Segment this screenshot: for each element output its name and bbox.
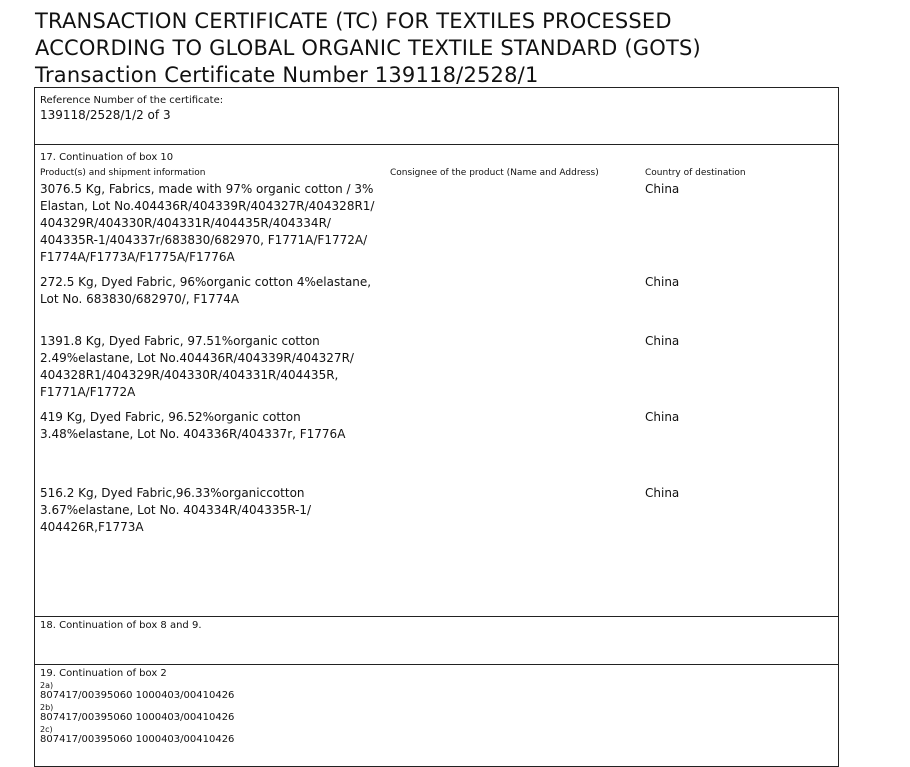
product-line: 404335R-1/404337r/683830/682970, F1771A/F1772A/ bbox=[40, 233, 368, 247]
entry-value: 807417/00395060 1000403/00410426 bbox=[40, 712, 235, 723]
product-item-5 bbox=[40, 485, 311, 536]
box17-title: 17. Continuation of box 10 bbox=[40, 152, 174, 163]
col-consignee-header: Consignee of the product (Name and Address) bbox=[390, 168, 599, 178]
entry-tag: 2c) bbox=[40, 725, 53, 734]
entry-tag: 2b) bbox=[40, 703, 54, 712]
header-title-line-1: TRANSACTION CERTIFICATE (TC) FOR TEXTILES PROCESSED bbox=[35, 9, 672, 33]
country-item-4: China bbox=[645, 410, 680, 424]
product-line: 272.5 Kg, Dyed Fabric, 96%organic cotton 4%elastane, bbox=[40, 275, 372, 289]
country-item-2: China bbox=[645, 275, 680, 289]
document-header bbox=[35, 8, 701, 89]
product-line: 404329R/404330R/404331R/404435R/404334R/ bbox=[40, 216, 331, 230]
product-line: 404328R1/404329R/404330R/404331R/404435R, bbox=[40, 368, 339, 382]
reference-value: 139118/2528/1/2 of 3 bbox=[40, 108, 171, 122]
entry-tag: 2a) bbox=[40, 681, 54, 690]
box19-entries bbox=[40, 682, 234, 745]
product-line: F1771A/F1772A bbox=[40, 385, 136, 399]
country-item-1: China bbox=[645, 182, 680, 196]
divider-box18 bbox=[35, 664, 838, 665]
box19-title: 19. Continuation of box 2 bbox=[40, 668, 167, 679]
divider-box17 bbox=[35, 616, 838, 617]
product-line: Elastan, Lot No.404436R/404339R/404327R/404328R1/ bbox=[40, 199, 375, 213]
entry-value: 807417/00395060 1000403/00410426 bbox=[40, 734, 235, 745]
col-country-header: Country of destination bbox=[645, 168, 746, 178]
product-line: 1391.8 Kg, Dyed Fabric, 97.51%organic cotton bbox=[40, 334, 320, 348]
product-line: Lot No. 683830/682970/, F1774A bbox=[40, 292, 240, 306]
product-line: 419 Kg, Dyed Fabric, 96.52%organic cotton bbox=[40, 410, 301, 424]
product-line: F1774A/F1773A/F1775A/F1776A bbox=[40, 250, 235, 264]
box18-title: 18. Continuation of box 8 and 9. bbox=[40, 620, 202, 631]
product-line: 404426R,F1773A bbox=[40, 520, 144, 534]
product-line: 3.48%elastane, Lot No. 404336R/404337r, F1776A bbox=[40, 427, 346, 441]
reference-label: Reference Number of the certificate: bbox=[40, 95, 224, 106]
country-item-5: China bbox=[645, 486, 680, 500]
product-item-3 bbox=[40, 333, 354, 401]
product-item-2 bbox=[40, 274, 371, 308]
product-item-1 bbox=[40, 181, 374, 266]
country-item-3: China bbox=[645, 334, 680, 348]
certificate-number-title: Transaction Certificate Number 139118/2528/1 bbox=[35, 63, 539, 87]
col-products-header: Product(s) and shipment information bbox=[40, 168, 206, 178]
entry-value: 807417/00395060 1000403/00410426 bbox=[40, 690, 235, 701]
product-line: 3076.5 Kg, Fabrics, made with 97% organic cotton / 3% bbox=[40, 182, 374, 196]
product-item-4 bbox=[40, 409, 345, 443]
product-line: 516.2 Kg, Dyed Fabric,96.33%organiccotton bbox=[40, 486, 305, 500]
header-title-line-2: ACCORDING TO GLOBAL ORGANIC TEXTILE STANDARD (GOTS) bbox=[35, 36, 701, 60]
certificate-frame bbox=[34, 87, 839, 767]
product-line: 3.67%elastane, Lot No. 404334R/404335R-1/ bbox=[40, 503, 312, 517]
divider-reference bbox=[35, 144, 838, 145]
product-line: 2.49%elastane, Lot No.404436R/404339R/404327R/ bbox=[40, 351, 354, 365]
